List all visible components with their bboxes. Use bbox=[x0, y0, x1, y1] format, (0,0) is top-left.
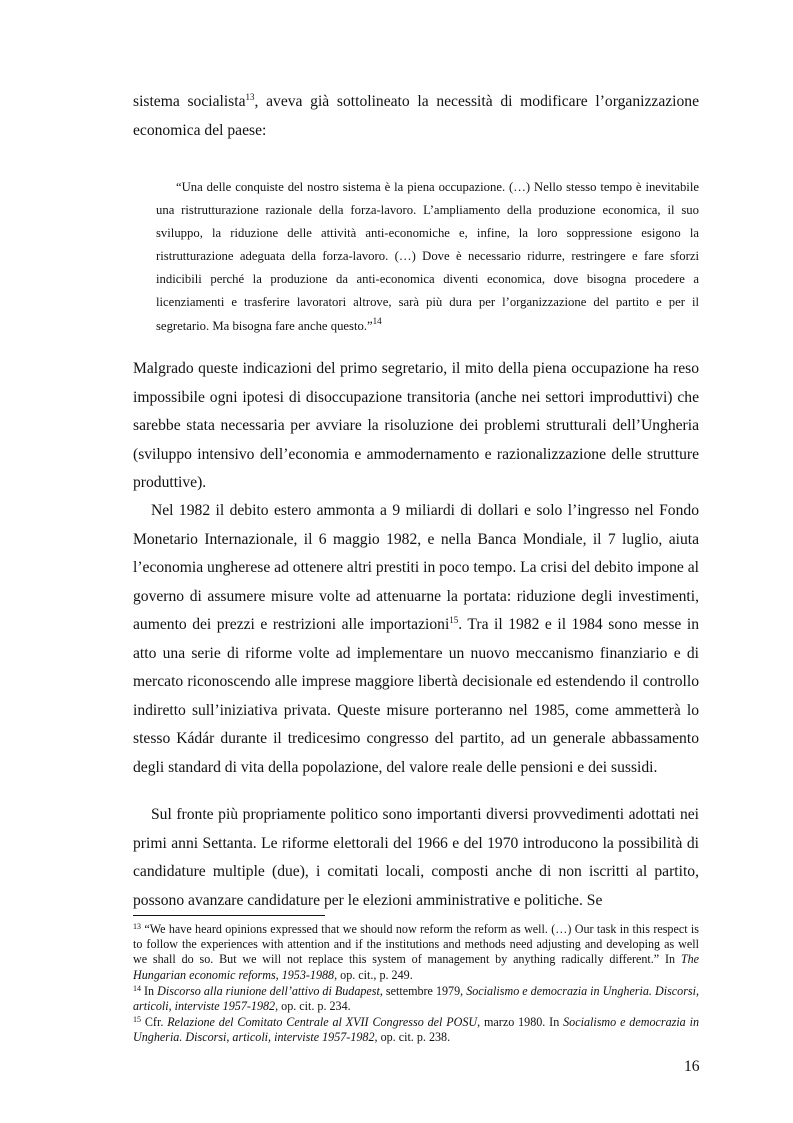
footnote-14-title1: Discorso alla riunione dell’attivo di Budapest bbox=[157, 984, 380, 998]
paragraph-3-text-b: . Tra il 1982 e il 1984 sono messe in atto una serie di riforme volte ad implementare un nuovo meccanismo finanziario e di mercato riconoscendo alle imprese maggiore libertà decisionale ed estendendo il controllo indiretto sull’iniziativa privata. Queste misure porteranno nel 1985, come ammetterà lo stesso Kádár durante il tredicesimo congresso del partito, ad un generale abbassamento degli standard di vita della popolazione, del valore reale delle pensioni e dei sussidi. bbox=[133, 616, 699, 776]
footnote-13 bbox=[133, 922, 699, 983]
footnote-15-number: 15 bbox=[133, 1015, 141, 1024]
paragraph-4: Sul fronte più propriamente politico sono importanti diversi provvedimenti adottati nei primi anni Settanta. Le riforme elettorali del 1966 e del 1970 introducono la possibilità di candidature multiple (due), i comitati locali, composti anche di non iscritti al partito, possono avanzare candidature per le elezioni amministrative e politiche. Se bbox=[133, 806, 699, 909]
footnote-15 bbox=[133, 1015, 699, 1045]
footnote-separator bbox=[133, 915, 325, 916]
paragraph-3-text-a: Nel 1982 il debito estero ammonta a 9 miliardi di dollari e solo l’ingresso nel Fondo Monetario Internazionale, il 6 maggio 1982, e nella Banca Mondiale, il 7 luglio, aiuta l’economia ungherese ad ottenere altri prestiti in poco tempo. La crisi del debito impone al governo di assumere misure volte ad attenuarne la portata: riduzione degli investimenti, aumento dei prezzi e restrizioni alle importazioni bbox=[133, 502, 699, 633]
footnote-14 bbox=[133, 984, 699, 1014]
footnote-14-title2: Socialismo e democrazia in Ungheria. Discorsi, articoli, interviste 1957-1982 bbox=[133, 984, 699, 1014]
footnote-13-title: The Hungarian economic reforms, 1953-1988 bbox=[133, 952, 699, 982]
paragraph-intro-text-a: sistema socialista bbox=[133, 93, 246, 110]
footnote-15-pre: Cfr. bbox=[141, 1015, 168, 1029]
footnote-13-rest: , op. cit., p. 249. bbox=[334, 967, 413, 982]
paragraph-3 bbox=[133, 497, 699, 782]
page-number: 16 bbox=[684, 1058, 700, 1075]
footnote-ref-15[interactable]: 15 bbox=[449, 615, 459, 625]
footnote-ref-13[interactable]: 13 bbox=[245, 92, 255, 102]
footnote-13-number: 13 bbox=[133, 922, 141, 931]
footnote-14-pre: In bbox=[141, 984, 158, 998]
footnote-15-title2: Socialismo e democrazia in Ungheria. Discorsi, articoli, interviste 1957-1982 bbox=[133, 1015, 699, 1045]
quote-text: “Una delle conquiste del nostro sistema è la piena occupazione. (…) Nello stesso tempo è inevitabile una ristrutturazione razionale della forza-lavoro. L’ampliamento della produzione economica, il suo sviluppo, la riduzione delle attività anti-economiche e, infine, la loro soppressione esigono la ristrutturazione adeguata della forza-lavoro. (…) Dove è necessario ridurre, restringere e fare sforzi indicibili perché la produzione da anti-economica diventi economica, dove bisogna procedere a licenziamenti e trasferire lavoratori altrove, sarà più dura per l’organizzazione del partito e per il segretario. Ma bisogna fare anche questo.” bbox=[156, 180, 699, 333]
footnote-ref-14[interactable]: 14 bbox=[372, 315, 382, 326]
paragraph-intro bbox=[133, 88, 699, 145]
footnote-14-mid: , settembre 1979, bbox=[379, 984, 467, 998]
paragraph-2: Malgrado queste indicazioni del primo segretario, il mito della piena occupazione ha reso impossibile ogni ipotesi di disoccupazione transitoria (anche nei settori improduttivi) che sarebbe stata necessaria per avviare la risoluzione dei problemi strutturali dell’Ungheria (sviluppo intensivo dell’economia e ammodernamento e razionalizzazione delle strutture produttive). bbox=[133, 360, 699, 491]
block-quote bbox=[156, 176, 699, 338]
footnote-13-text: “We have heard opinions expressed that we should now reform the reform as well. (…) Our task in this respect is to follow the experiences with attention and if the institutions and methods need adjusting and developing as well we shall do so. But we will not replace this system of management by anything radically different.” In bbox=[133, 922, 699, 967]
footnote-15-mid: , marzo 1980. In bbox=[477, 1015, 564, 1029]
footnote-15-title1: Relazione del Comitato Centrale al XVII Congresso del POSU bbox=[167, 1015, 478, 1029]
footnote-14-rest: , op. cit. p. 234. bbox=[275, 999, 351, 1014]
footnote-14-number: 14 bbox=[133, 984, 141, 993]
footnote-15-rest: , op. cit. p. 238. bbox=[374, 1030, 451, 1045]
paragraph-intro-text-b: , aveva già sottolineato la necessità di modificare l’organizzazione economica del paese: bbox=[133, 93, 700, 139]
